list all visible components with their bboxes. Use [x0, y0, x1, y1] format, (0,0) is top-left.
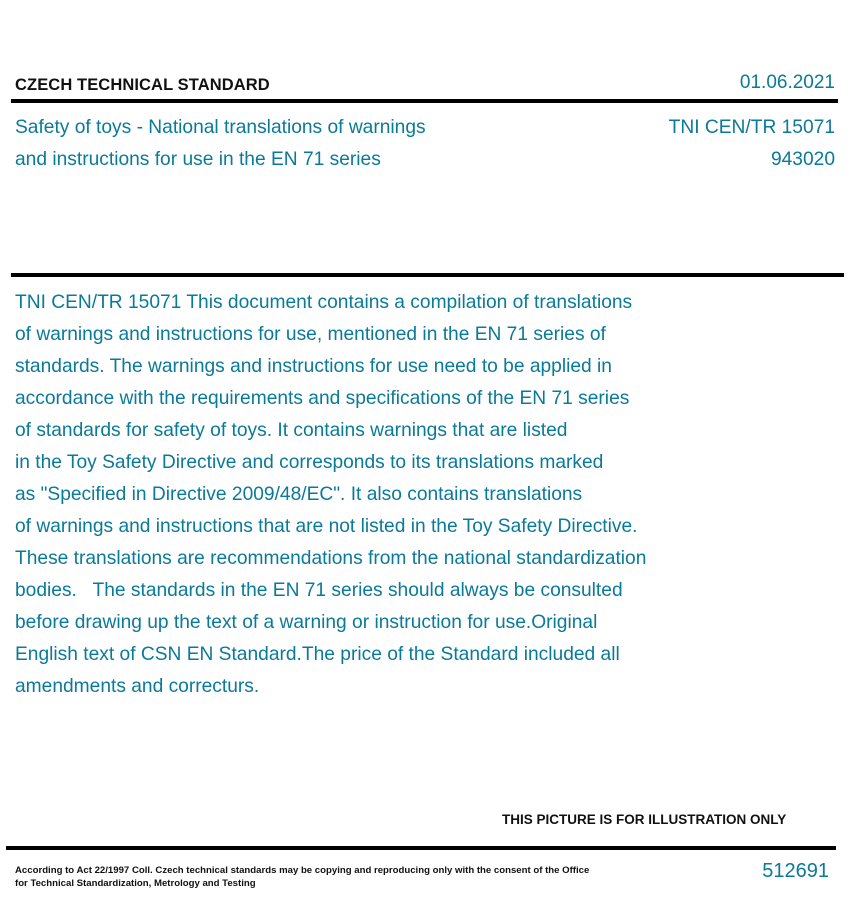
- standard-title-line-2: and instructions for use in the EN 71 series: [15, 149, 381, 170]
- description-line: English text of CSN EN Standard.The price of the Standard included all: [15, 644, 620, 665]
- description-line: These translations are recommendations from the national standardization: [15, 548, 647, 569]
- description-line: in the Toy Safety Directive and corresponds to its translations marked: [15, 452, 604, 473]
- catalog-number: 512691: [762, 860, 829, 882]
- description-line: of warnings and instructions that are not listed in the Toy Safety Directive.: [15, 516, 638, 537]
- standard-code: TNI CEN/TR 15071: [668, 117, 835, 138]
- description-line: as "Specified in Directive 2009/48/EC". It also contains translations: [15, 484, 583, 505]
- standard-title-line-1: Safety of toys - National translations of warnings: [15, 117, 426, 138]
- description-line: standards. The warnings and instructions for use need to be applied in: [15, 356, 612, 377]
- title-divider: [11, 273, 844, 277]
- publication-date: 01.06.2021: [739, 72, 835, 93]
- description-line: of standards for safety of toys. It contains warnings that are listed: [15, 420, 568, 441]
- classification-number: 943020: [770, 149, 835, 170]
- description-line: accordance with the requirements and specifications of the EN 71 series: [15, 388, 630, 409]
- header-divider: [11, 99, 838, 103]
- legal-notice-line-1: According to Act 22/1997 Coll. Czech technical standards may be copying and reproducing only with the consent of the Office: [15, 865, 590, 876]
- legal-notice-line-2: for Technical Standardization, Metrology and Testing: [15, 878, 256, 889]
- footer-divider: [6, 846, 836, 850]
- document-type-heading: CZECH TECHNICAL STANDARD: [15, 76, 270, 94]
- description-line: before drawing up the text of a warning or instruction for use.Original: [15, 612, 598, 633]
- description-line: TNI CEN/TR 15071 This document contains a compilation of translations: [15, 292, 633, 313]
- description-line: amendments and correcturs.: [15, 676, 260, 697]
- description-line: bodies. The standards in the EN 71 series should always be consulted: [15, 580, 623, 601]
- description-line: of warnings and instructions for use, mentioned in the EN 71 series of: [15, 324, 606, 345]
- illustration-disclaimer: THIS PICTURE IS FOR ILLUSTRATION ONLY: [502, 812, 787, 827]
